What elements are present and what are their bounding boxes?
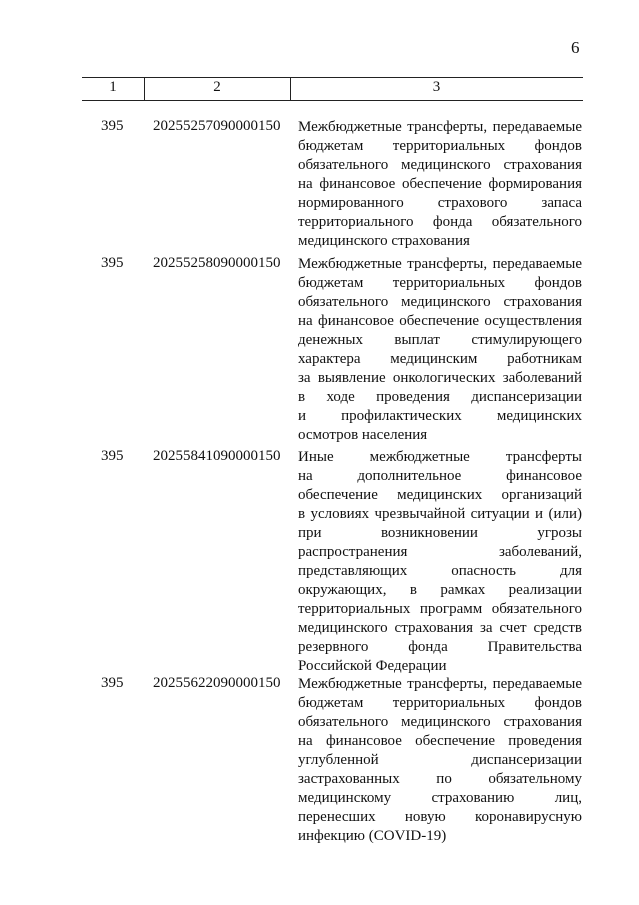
table-header bbox=[82, 77, 583, 101]
description-line: на дополнительное финансовое bbox=[298, 468, 582, 484]
description-line: медицинского страхования bbox=[298, 233, 470, 249]
description-line: медицинскому страхованию лиц, bbox=[298, 790, 582, 806]
description-line: окружающих, в рамках реализации bbox=[298, 582, 582, 598]
description-line: распространения заболеваний, bbox=[298, 544, 582, 560]
admin-code: 395 bbox=[101, 448, 124, 464]
description-line: бюджетам территориальных фондов bbox=[298, 138, 582, 154]
budget-code: 20255257090000150 bbox=[153, 118, 281, 134]
description-line: Российской Федерации bbox=[298, 658, 447, 674]
description-line: в условиях чрезвычайной ситуации и (или) bbox=[298, 506, 582, 522]
description-line: медицинского страхования за счет средств bbox=[298, 620, 582, 636]
description-line: обязательного медицинского страхования bbox=[298, 714, 582, 730]
budget-code: 20255258090000150 bbox=[153, 255, 281, 271]
description-line: Межбюджетные трансферты, передаваемые bbox=[298, 256, 582, 272]
page-number: 6 bbox=[571, 38, 580, 57]
description-line: Межбюджетные трансферты, передаваемые bbox=[298, 119, 582, 135]
description-line: бюджетам территориальных фондов bbox=[298, 275, 582, 291]
budget-code: 20255841090000150 bbox=[153, 448, 281, 464]
description-line: и профилактических медицинских bbox=[298, 408, 582, 424]
description-line: представляющих опасность для bbox=[298, 563, 582, 579]
header-col-1: 1 bbox=[109, 79, 117, 95]
description-line: на финансовое обеспечение формирования bbox=[298, 176, 582, 192]
description-line: инфекцию (COVID-19) bbox=[298, 828, 447, 844]
description bbox=[298, 118, 582, 251]
budget-code: 20255622090000150 bbox=[153, 675, 281, 691]
description-line: Иные межбюджетные трансферты bbox=[298, 449, 582, 465]
description-line: нормированного страхового запаса bbox=[298, 195, 582, 211]
description-line: в ходе проведения диспансеризации bbox=[298, 389, 582, 405]
header-col-2: 2 bbox=[213, 79, 221, 95]
description bbox=[298, 448, 582, 676]
description-line: бюджетам территориальных фондов bbox=[298, 695, 582, 711]
description-line: осмотров населения bbox=[298, 427, 428, 443]
description-line: при возникновении угрозы bbox=[298, 525, 582, 541]
description bbox=[298, 255, 582, 445]
header-col-3: 3 bbox=[432, 79, 441, 95]
description-line: на финансовое обеспечение осуществления bbox=[298, 313, 582, 329]
description-line: за выявление онкологических заболеваний bbox=[298, 370, 582, 386]
description-line: обязательного медицинского страхования bbox=[298, 294, 582, 310]
description bbox=[298, 675, 582, 846]
description-line: денежных выплат стимулирующего bbox=[298, 332, 582, 348]
description-line: на финансовое обеспечение проведения bbox=[298, 733, 582, 749]
admin-code: 395 bbox=[101, 118, 124, 134]
description-line: резервного фонда Правительства bbox=[298, 639, 582, 655]
description-line: обязательного медицинского страхования bbox=[298, 157, 582, 173]
description-line: территориальных программ обязательного bbox=[298, 601, 582, 617]
description-line: характера медицинским работникам bbox=[298, 351, 582, 367]
description-line: застрахованных по обязательному bbox=[298, 771, 582, 787]
description-line: Межбюджетные трансферты, передаваемые bbox=[298, 676, 582, 692]
admin-code: 395 bbox=[101, 255, 124, 271]
description-line: территориального фонда обязательного bbox=[298, 214, 582, 230]
description-line: обеспечение медицинских организаций bbox=[298, 487, 582, 503]
description-line: перенесших новую коронавирусную bbox=[298, 809, 582, 825]
description-line: углубленной диспансеризации bbox=[298, 752, 582, 768]
admin-code: 395 bbox=[101, 675, 124, 691]
